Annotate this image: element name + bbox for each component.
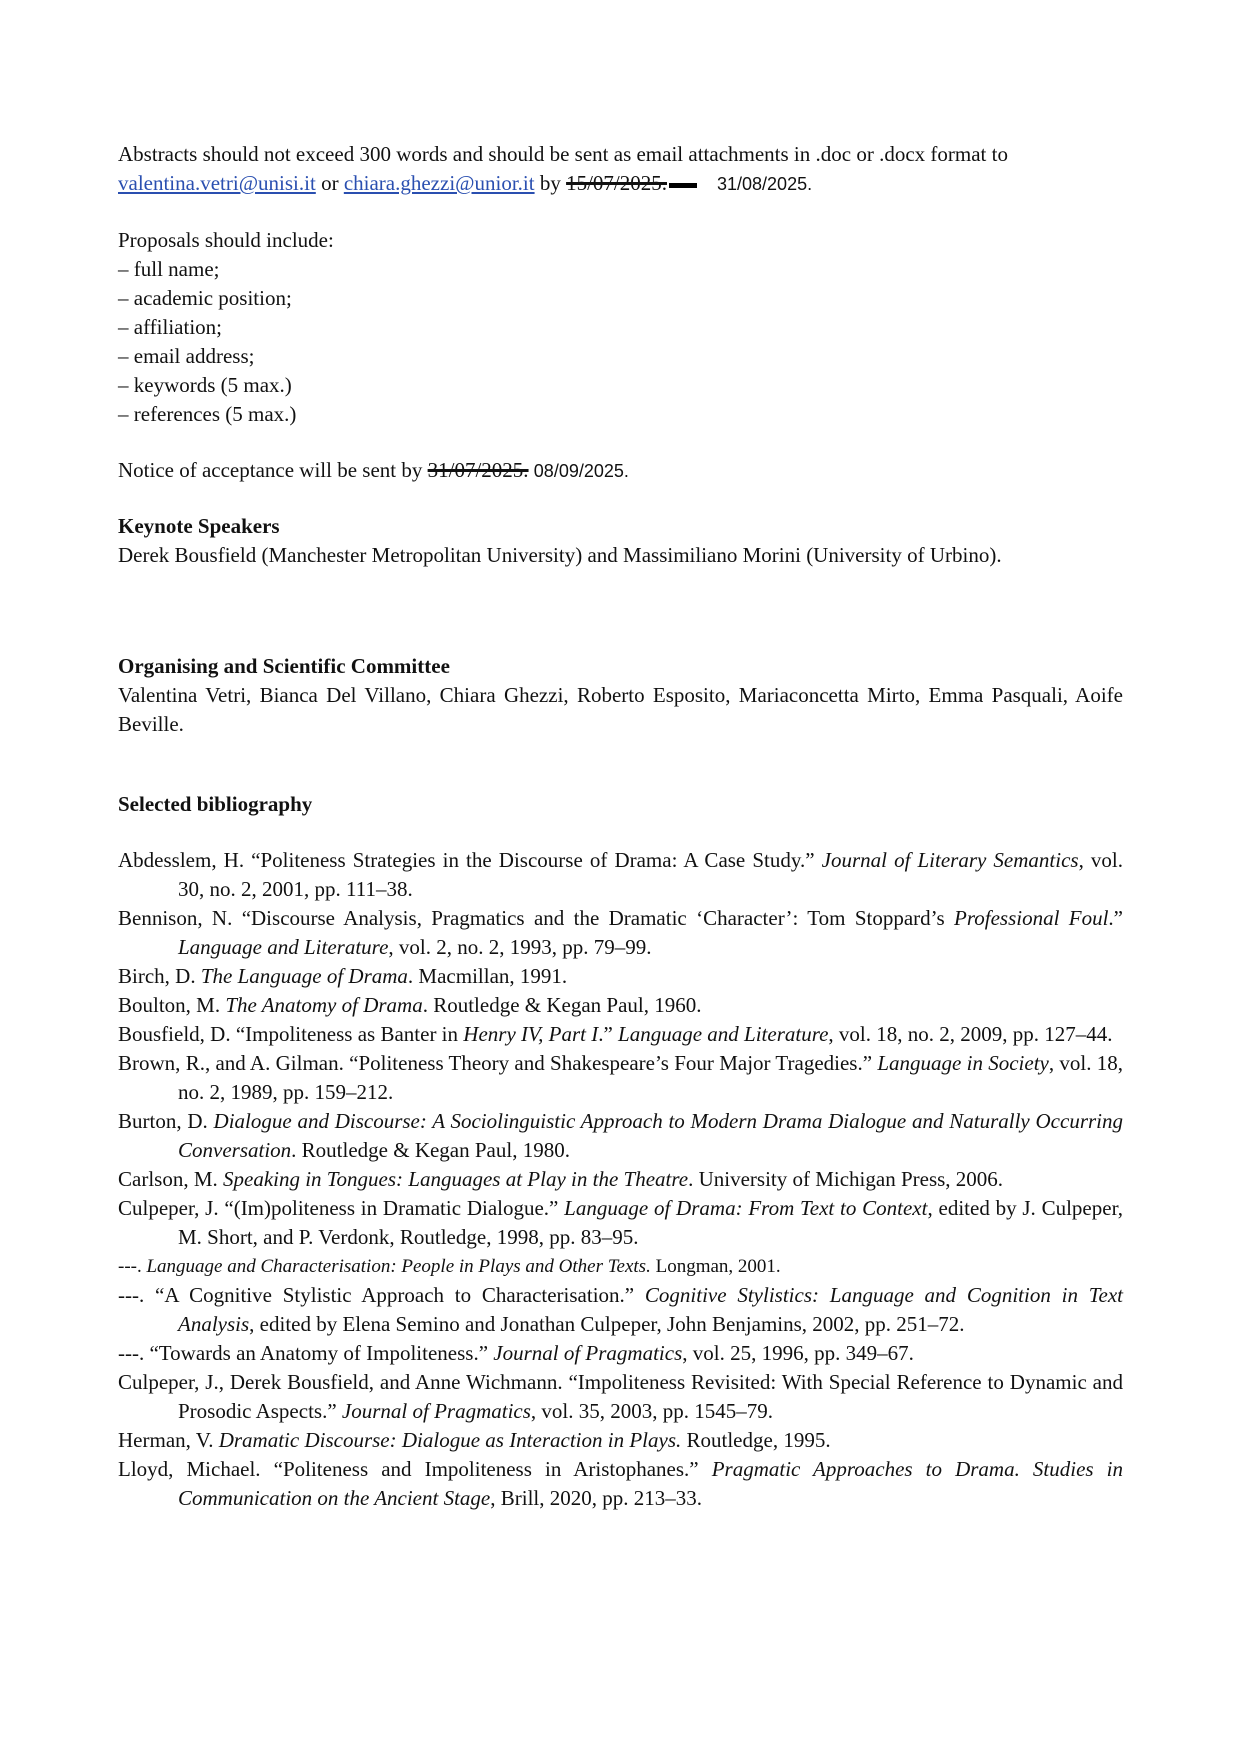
bibliography-entry (118, 1252, 1123, 1281)
entry-text: ---. “A Cognitive Stylistic Approach to Characterisation.” (118, 1283, 645, 1307)
list-item: – email address; (118, 344, 255, 368)
entry-text: .” (598, 1022, 619, 1046)
keynote-section (118, 512, 1123, 570)
keynote-heading: Keynote Speakers (118, 514, 280, 538)
entry-text: . University of Michigan Press, 2006. (688, 1167, 1004, 1191)
or-text: or (315, 171, 344, 195)
entry-text: , edited by J. Culpeper, M. Short, and P. Verdonk, Routledge, 1998, pp. 83–95. (178, 1196, 1123, 1249)
entry-text: , vol. 18, no. 2, 1989, pp. 159–212. (178, 1051, 1123, 1104)
entry-title: Dramatic Discourse: Dialogue as Interaction in Plays. (218, 1428, 682, 1452)
entry-title: Professional Foul (954, 906, 1109, 930)
email-link-vetri[interactable]: valentina.vetri@unisi.it (118, 171, 316, 195)
entry-text: , vol. 30, no. 2, 2001, pp. 111–38. (178, 848, 1123, 901)
bibliography-entry (118, 1426, 1123, 1455)
notice-text: Notice of acceptance will be sent by (118, 458, 428, 482)
entry-text: . Routledge & Kegan Paul, 1960. (422, 993, 702, 1017)
entry-title: Language in Society (877, 1051, 1049, 1075)
bibliography-entry (118, 962, 1123, 991)
strike-bar (669, 183, 697, 188)
entry-text: Boulton, M. (118, 993, 226, 1017)
entry-title: Journal of Literary Semantics (821, 848, 1079, 872)
entry-title: Language and Literature (618, 1022, 829, 1046)
list-item: – academic position; (118, 286, 292, 310)
keynote-text: Derek Bousfield (Manchester Metropolitan University) and Massimiliano Morini (University of Urbino). (118, 543, 1002, 567)
entry-text: ---. “Towards an Anatomy of Impoliteness.” (118, 1341, 494, 1365)
entry-title: Journal of Pragmatics (341, 1399, 531, 1423)
entry-text: , vol. 18, no. 2, 2009, pp. 127–44. (828, 1022, 1113, 1046)
bibliography-entry (118, 1455, 1123, 1513)
entry-text: , vol. 35, 2003, pp. 1545–79. (530, 1399, 773, 1423)
entry-title: The Language of Drama (200, 964, 408, 988)
bibliography-entry (118, 991, 1123, 1020)
entry-text: Birch, D. (118, 964, 201, 988)
entry-text: Carlson, M. (118, 1167, 223, 1191)
entry-text: .” (1108, 906, 1123, 930)
new-deadline: 31/08/2025. (717, 174, 813, 194)
entry-text: Culpeper, J., Derek Bousfield, and Anne Wichmann. “Impoliteness Revisited: With Special Reference to Dynamic and Prosodic Aspects.” (118, 1370, 1123, 1423)
new-notice-date: 08/09/2025. (533, 461, 629, 481)
bibliography-entry (118, 1049, 1123, 1107)
entry-title: Cognitive Stylistics: Language and Cognition in Text Analysis (178, 1283, 1123, 1336)
entry-text: Culpeper, J. “(Im)politeness in Dramatic Dialogue.” (118, 1196, 565, 1220)
entry-text: , edited by Elena Semino and Jonathan Culpeper, John Benjamins, 2002, pp. 251–72. (249, 1312, 965, 1336)
bibliography-entry (118, 1339, 1123, 1368)
list-item: – keywords (5 max.) (118, 373, 292, 397)
proposals-section (118, 226, 1123, 429)
bibliography-entry (118, 904, 1123, 962)
list-item: – affiliation; (118, 315, 223, 339)
old-deadline: 15/07/2025. (566, 171, 667, 195)
bibliography-entry (118, 1165, 1123, 1194)
abstract-paragraph (118, 140, 1123, 199)
entry-title: Language and Characterisation: People in Plays and Other Texts. (146, 1256, 651, 1277)
entry-text: . Routledge & Kegan Paul, 1980. (291, 1138, 570, 1162)
entry-title: Language of Drama: From Text to Context (564, 1196, 928, 1220)
entry-text: , vol. 2, no. 2, 1993, pp. 79–99. (388, 935, 652, 959)
list-item: – references (5 max.) (118, 402, 297, 426)
entry-text: , vol. 25, 1996, pp. 349–67. (682, 1341, 914, 1365)
entry-text: Bousfield, D. “Impoliteness as Banter in (118, 1022, 464, 1046)
entry-title: Henry IV, Part I (463, 1022, 599, 1046)
bibliography-entry (118, 1020, 1123, 1049)
entry-title: Pragmatic Approaches to Drama. Studies in Communication on the Ancient Stage (178, 1457, 1123, 1510)
entry-text: , Brill, 2020, pp. 213–33. (490, 1486, 702, 1510)
email-link-ghezzi[interactable]: chiara.ghezzi@unior.it (343, 171, 535, 195)
old-notice-date: 31/07/2025. (427, 458, 529, 482)
abstract-text: Abstracts should not exceed 300 words and should be sent as email attachments in .doc or .docx format to (118, 142, 1008, 166)
entry-title: Dialogue and Discourse: A Sociolinguistic Approach to Modern Drama Dialogue and Naturally Occurring Conversation (178, 1109, 1124, 1162)
entry-title: The Anatomy of Drama (225, 993, 423, 1017)
entry-text: ---. (118, 1256, 147, 1277)
bibliography-entry (118, 1194, 1123, 1252)
entry-text: Bennison, N. “Discourse Analysis, Pragmatics and the Dramatic ‘Character’: Tom Stoppard’s (118, 906, 955, 930)
entry-title: Language and Literature (178, 935, 389, 959)
entry-text: Herman, V. (118, 1428, 219, 1452)
bibliography-entry (118, 1368, 1123, 1426)
by-text: by (534, 171, 567, 195)
entry-title: Speaking in Tongues: Languages at Play in the Theatre (223, 1167, 689, 1191)
committee-section (118, 652, 1123, 739)
entry-text: Abdesslem, H. “Politeness Strategies in the Discourse of Drama: A Case Study.” (118, 848, 822, 872)
entry-text: . Macmillan, 1991. (407, 964, 568, 988)
entry-title: Journal of Pragmatics (493, 1341, 683, 1365)
committee-text: Valentina Vetri, Bianca Del Villano, Chiara Ghezzi, Roberto Esposito, Mariaconcetta Mirto, Emma Pasquali, Aoife Beville. (118, 683, 1123, 736)
bibliography-entry (118, 1281, 1123, 1339)
bibliography-list (118, 846, 1123, 1513)
entry-text: Burton, D. (118, 1109, 214, 1133)
bibliography-heading: Selected bibliography (118, 792, 313, 816)
list-item: – full name; (118, 257, 220, 281)
bibliography-entry (118, 846, 1123, 904)
notice-paragraph (118, 456, 1123, 486)
entry-text: Routledge, 1995. (681, 1428, 831, 1452)
bibliography-entry (118, 1107, 1123, 1165)
entry-text: Lloyd, Michael. “Politeness and Impoliteness in Aristophanes.” (118, 1457, 712, 1481)
committee-heading: Organising and Scientific Committee (118, 654, 450, 678)
proposals-intro: Proposals should include: (118, 228, 334, 252)
entry-text: Longman, 2001. (650, 1256, 781, 1277)
entry-text: Brown, R., and A. Gilman. “Politeness Theory and Shakespeare’s Four Major Tragedies.” (118, 1051, 878, 1075)
